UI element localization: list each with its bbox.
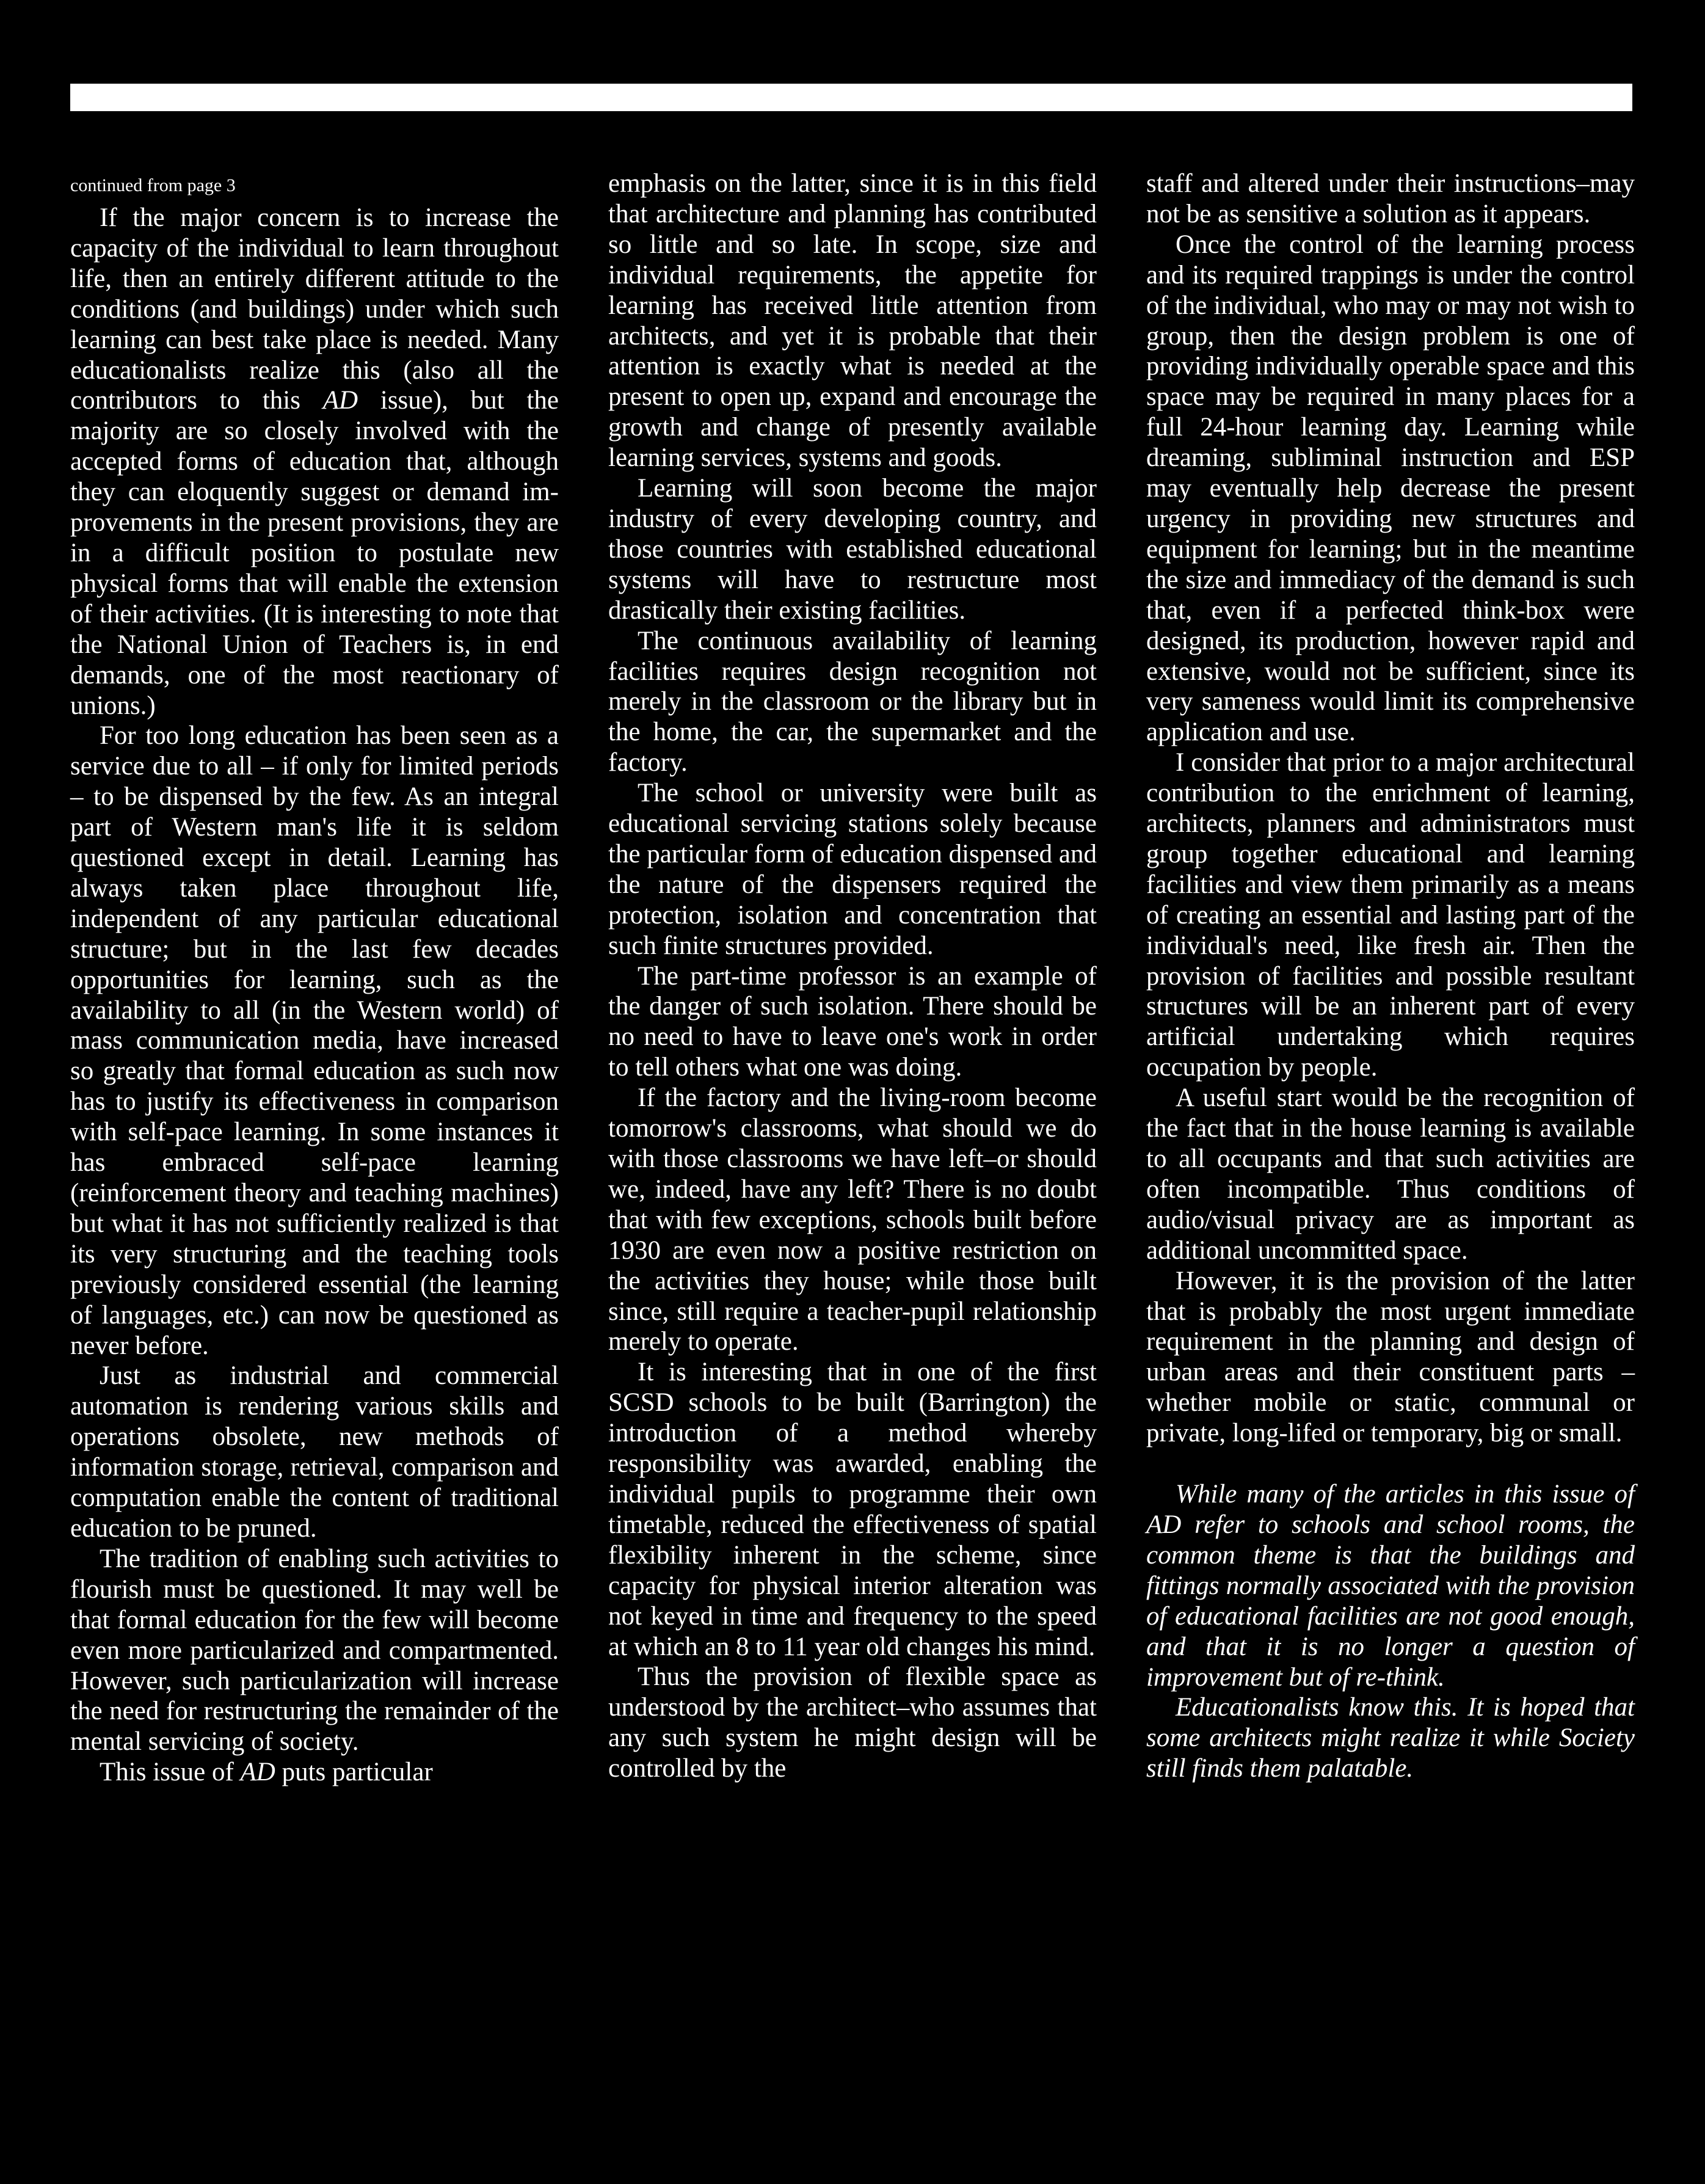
paragraph: The school or university were built as educational servicing stations solely because the particular form of education dispensed and the nature of the dispensers required the protection, isolation and concentration that such finite structures provided. — [608, 779, 1097, 960]
spacer — [1146, 1449, 1635, 1479]
editorial-note-paragraph: While many of the articles in this issue of AD refer to schools and school rooms, the common theme is that the buildings and fittings normally associated with the provision of educational facilities are not good enough, and that it is no longer a question of improvement but of re-think. — [1146, 1480, 1635, 1692]
article-column-1 — [70, 169, 559, 1788]
editorial-note-paragraph: Educationalists know this. It is hoped that some architects might realize it while Society still finds them palatable. — [1146, 1693, 1635, 1783]
article-column-2 — [608, 169, 1097, 1784]
magazine-abbrev: AD — [240, 1758, 275, 1787]
paragraph: Just as industrial and commercial automation is rendering various skills and operations obsolete, new methods of information storage, retrieval, comparison and computation enable the content of traditional education to be pruned. — [70, 1361, 559, 1543]
header-rule-bar — [70, 84, 1632, 111]
paragraph: For too long education has been seen as a service due to all – if only for limited periods – to be dispensed by the few. As an integral part of Western man's life it is seldom questioned except in detail. Learning has always taken place throughout life, independent of any particular educational structure; but in the last few decades opportunities for learning, such as the availability to all (in the Western world) of mass communication media, have increased so greatly that formal education as such now has to justify its effectiveness in comparison with self-pace learning. In some instances it has embraced self-pace learning (reinforcement theory and teaching machines) but what it has not sufficiently realized is that its very structuring and the teaching tools previously considered essential (the learning of languages, etc.) can now be questioned as never before. — [70, 721, 559, 1360]
paragraph: emphasis on the latter, since it is in this field that architecture and planning has contributed so little and so late. In scope, size and individual requirements, the appetite for learning has received little attention from architects, and yet it is probable that their attention is exactly what is needed at the present to open up, expand and encourage the growth and change of presently available learning services, systems and goods. — [608, 169, 1097, 473]
paragraph-text: If the major concern is to increase the capacity of the individual to learn throughout life, then an entirely different attitude to the conditions (and buildings) under which such learning can best take place is needed. Many educationalists realize this (also all the contributors to this — [70, 203, 559, 415]
paragraph: However, it is the provision of the latter that is probably the most urgent immediate requirement in the planning and design of urban areas and their constituent parts – whether mobile or static, communal or private, long-lifed or temporary, big or small. — [1146, 1266, 1635, 1448]
paragraph: Learning will soon become the major industry of every developing country, and those countries with established educational systems will have to restructure most drastically their existing facilities. — [608, 474, 1097, 625]
paragraph: The part-time professor is an example of the danger of such isolation. There should be no need to have to leave one's work in order to tell others what one was doing. — [608, 961, 1097, 1082]
article-column-3 — [1146, 169, 1635, 1784]
editorial-note — [1146, 1479, 1635, 1784]
paragraph: Thus the provision of flexible space as understood by the architect–who assumes that any such system he might design will be controlled by the — [608, 1662, 1097, 1783]
paragraph: The tradition of enabling such activities to flourish must be questioned. It may well be that formal education for the few will become even more particularized and compartmented. However, such particularization will increase the need for restructuring the remainder of the mental servicing of society. — [70, 1544, 559, 1756]
paragraph: It is interesting that in one of the first SCSD schools to be built (Barrington) the introduction of a method whereby responsibility was awarded, enabling the individual pupils to programme their own timetable, reduced the effectiveness of spatial flexibility inherent in the scheme, since capacity for physical interior alteration was not keyed in time and frequency to the speed at which an 8 to 11 year old changes his mind. — [608, 1358, 1097, 1661]
paragraph: The continuous availability of learning facilities requires design recognition not merely in the classroom or the library but in the home, the car, the supermarket and the factory. — [608, 626, 1097, 777]
paragraph: I consider that prior to a major architectural contribution to the enrichment of learning, architects, planners and administrators must group together educational and learning facilities and view them primarily as a means of creating an essential and lasting part of the individual's need, like fresh air. Then the provision of facilities and possible resultant structures will be an inherent part of every artificial undertaking which requires occupation by people. — [1146, 748, 1635, 1082]
paragraph-text: puts particular — [275, 1758, 433, 1787]
paragraph: staff and altered under their instructions–may not be as sensitive a solution as it appears. — [1146, 169, 1635, 228]
paragraph-text: This issue of — [100, 1758, 241, 1787]
paragraph-text: issue), but the majority are so closely involved with the accepted forms of education that, although they can eloquently suggest or demand improvements in the present provisions, they are in a difficult position to postulate new physical forms that will enable the extension of their activities. (It is interesting to note that the National Union of Teachers is, in end demands, one of the most reactionary of unions.) — [70, 386, 559, 720]
paragraph: If the factory and the living-room become tomorrow's classrooms, what should we do with those classrooms we have left–or should we, indeed, have any left? There is no doubt that with few exceptions, schools built before 1930 are even now a positive restriction on the activities they house; while those built since, still require a teacher-pupil relationship merely to operate. — [608, 1083, 1097, 1356]
paragraph: Once the control of the learning process and its required trappings is under the control of the individual, who may or may not wish to group, then the design problem is one of providing individually operable space and this space may be required in many places for a full 24-hour learning day. Learning while dreaming, subliminal instruction and ESP may eventually help decrease the present urgency in providing new structures and equipment for learning; but in the meantime the size and immediacy of the demand is such that, even if a perfected think-box were designed, its production, however rapid and extensive, would not be sufficient, since its very sameness would limit its comprehensive application and use. — [1146, 230, 1635, 747]
paragraph — [70, 203, 559, 721]
magazine-abbrev: AD — [322, 386, 358, 415]
paragraph — [70, 1757, 559, 1788]
paragraph: A useful start would be the recognition of the fact that in the house learning is available to all occupants and that such activities are often incompatible. Thus conditions of audio/visual privacy are as important as additional uncommitted space. — [1146, 1083, 1635, 1265]
continued-from-note: continued from page 3 — [70, 175, 236, 195]
